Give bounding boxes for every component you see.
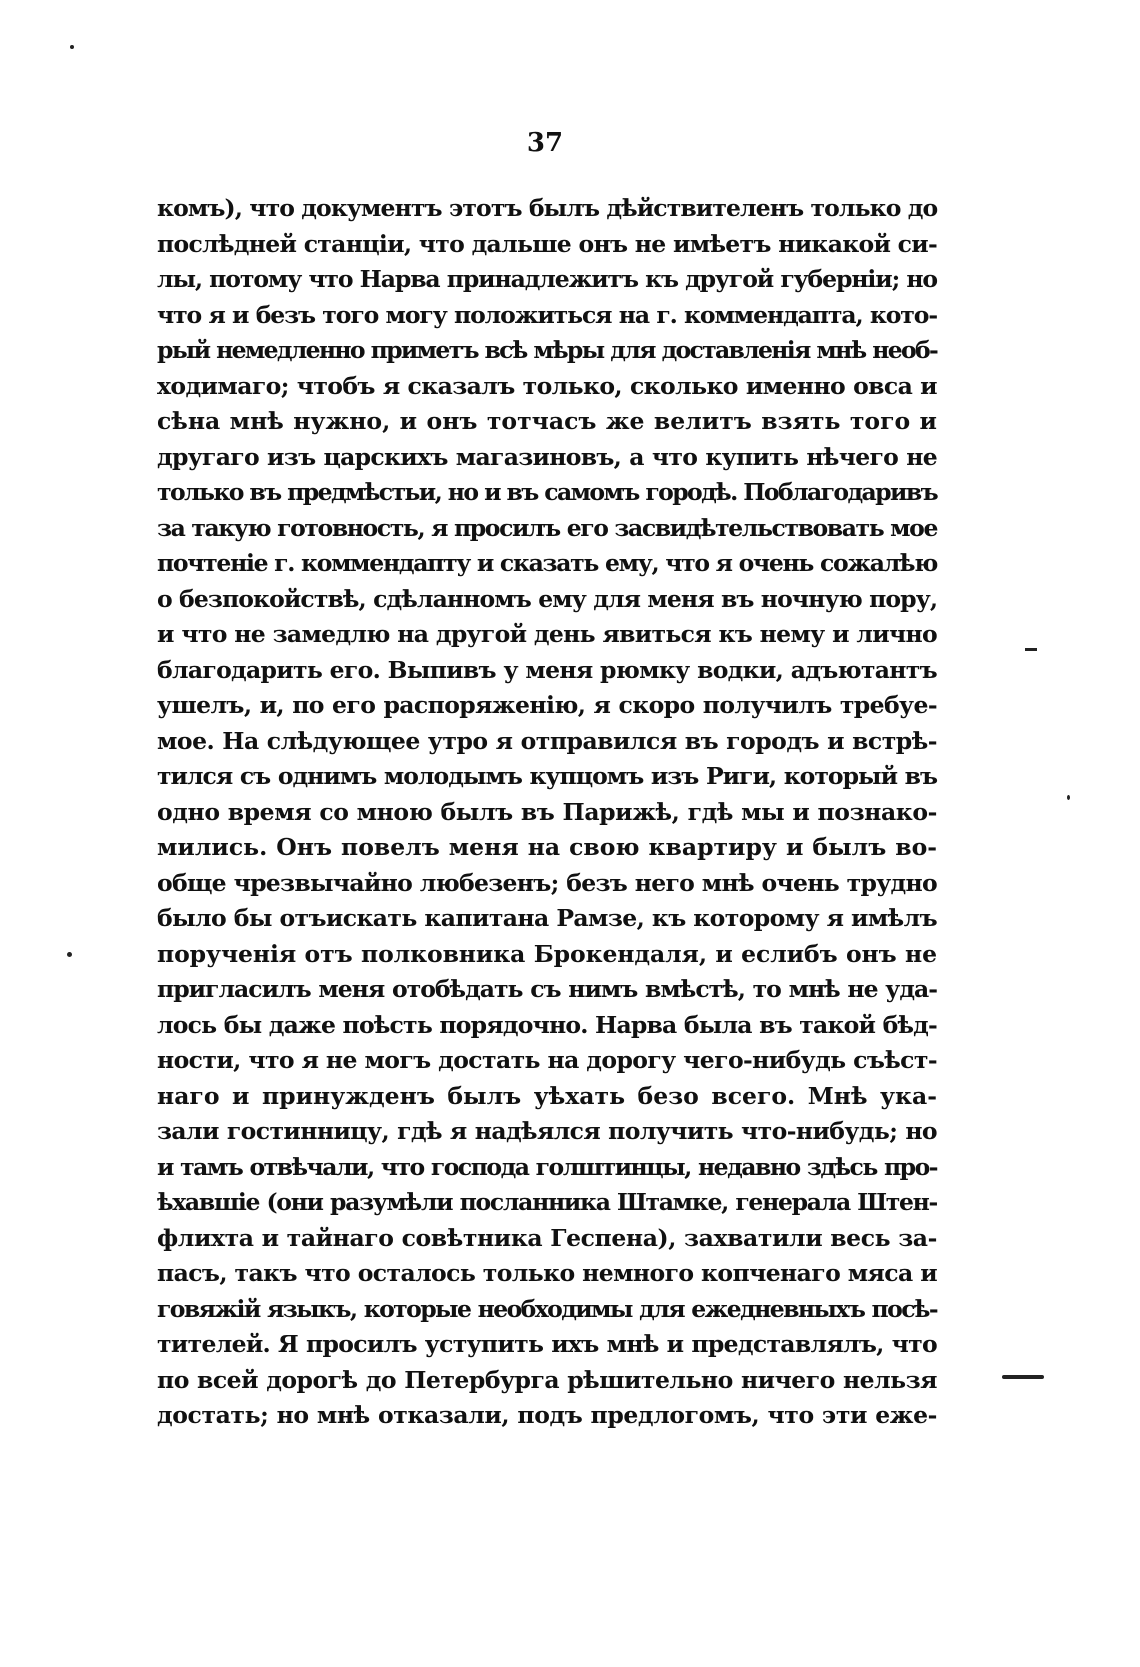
text-line: комъ), что документъ этотъ былъ дѣйствителенъ только до: [157, 194, 938, 222]
text-line: говяжій языкъ, которые необходимы для ежедневныхъ посѣ-: [157, 1294, 937, 1323]
text-line: пасъ, такъ что осталось только немного копченаго мяса и: [157, 1259, 938, 1287]
text-line: ходимаго; чтобъ я сказалъ только, сколько именно овса и: [157, 371, 937, 400]
text-line: пригласилъ меня отобѣдать съ нимъ вмѣстѣ, то мнѣ не уда-: [157, 975, 937, 1003]
scan-mark: [1025, 648, 1037, 651]
text-line: тителей. Я просилъ уступить ихъ мнѣ и представлялъ, что: [157, 1330, 937, 1358]
text-line: флихта и тайнаго совѣтника Геспена), захватили весь за-: [157, 1223, 937, 1252]
text-line: по всей дорогѣ до Петербурга рѣшительно ничего нельзя: [157, 1365, 937, 1394]
text-line: за такую готовность, я просилъ его засвидѣтельствовать мое: [157, 513, 937, 542]
text-line: обще чрезвычайно любезенъ; безъ него мнѣ очень трудно: [157, 868, 937, 897]
text-line: другаго изъ царскихъ магазиновъ, а что купить нѣчего не: [157, 442, 937, 471]
scan-mark: [1002, 1375, 1044, 1379]
scan-speck: [1067, 795, 1070, 800]
text-line: мое. На слѣдующее утро я отправился въ городъ и встрѣ-: [157, 726, 937, 755]
text-line: мились. Онъ повелъ меня на свою квартиру и былъ во-: [157, 833, 937, 861]
text-line: и тамъ отвѣчали, что господа голштинцы, недавно здѣсь про-: [157, 1152, 937, 1181]
text-line: порученія отъ полковника Брокендаля, и еслибъ онъ не: [157, 939, 937, 968]
text-line: наго и принужденъ былъ уѣхать безо всего. Мнѣ ука-: [157, 1081, 937, 1110]
body-text: [157, 191, 937, 1434]
text-line: о безпокойствѣ, сдѣланномъ ему для меня въ ночную пору,: [157, 584, 938, 613]
text-line: достать; но мнѣ отказали, подъ предлогомъ, что эти еже-: [157, 1401, 937, 1429]
text-line: и что не замедлю на другой день явиться къ нему и лично: [157, 620, 937, 648]
text-line: сѣна мнѣ нужно, и онъ тотчасъ же велитъ взять того и: [157, 407, 937, 435]
text-line: зали гостинницу, гдѣ я надѣялся получить что-нибудь; но: [157, 1117, 937, 1145]
text-line: рый немедленно приметъ всѣ мѣры для доставленія мнѣ необ-: [157, 336, 937, 364]
text-line: только въ предмѣстьи, но и въ самомъ городѣ. Поблагодаривъ: [157, 478, 937, 506]
text-line: что я и безъ того могу положиться на г. коммендапта, кото-: [157, 300, 937, 329]
text-line: ушелъ, и, по его распоряженію, я скоро получилъ требуе-: [157, 691, 937, 719]
text-line: почтеніе г. коммендапту и сказать ему, что я очень сожалѣю: [157, 549, 937, 577]
text-line: благодарить его. Выпивъ у меня рюмку водки, адъютантъ: [157, 655, 937, 684]
text-line: послѣдней станціи, что дальше онъ не имѣетъ никакой си-: [157, 229, 938, 258]
scan-speck: [70, 45, 74, 49]
text-line: лось бы даже поѣсть порядочно. Нарва была въ такой бѣд-: [157, 1010, 937, 1039]
text-line: тился съ однимъ молодымъ купцомъ изъ Риги, который въ: [157, 762, 937, 790]
text-line: ѣхавшіе (они разумѣли посланника Штамке, генерала Штен-: [157, 1188, 937, 1216]
text-line: лы, потому что Нарва принадлежитъ къ другой губерніи; но: [157, 265, 937, 293]
page-number: 37: [526, 128, 564, 158]
text-line: одно время со мною былъ въ Парижѣ, гдѣ мы и познако-: [157, 797, 937, 826]
text-line: ности, что я не могъ достать на дорогу чего-нибудь съѣст-: [157, 1046, 937, 1074]
scan-speck: [67, 952, 72, 957]
text-line: было бы отъискать капитана Рамзе, къ которому я имѣлъ: [157, 904, 937, 932]
